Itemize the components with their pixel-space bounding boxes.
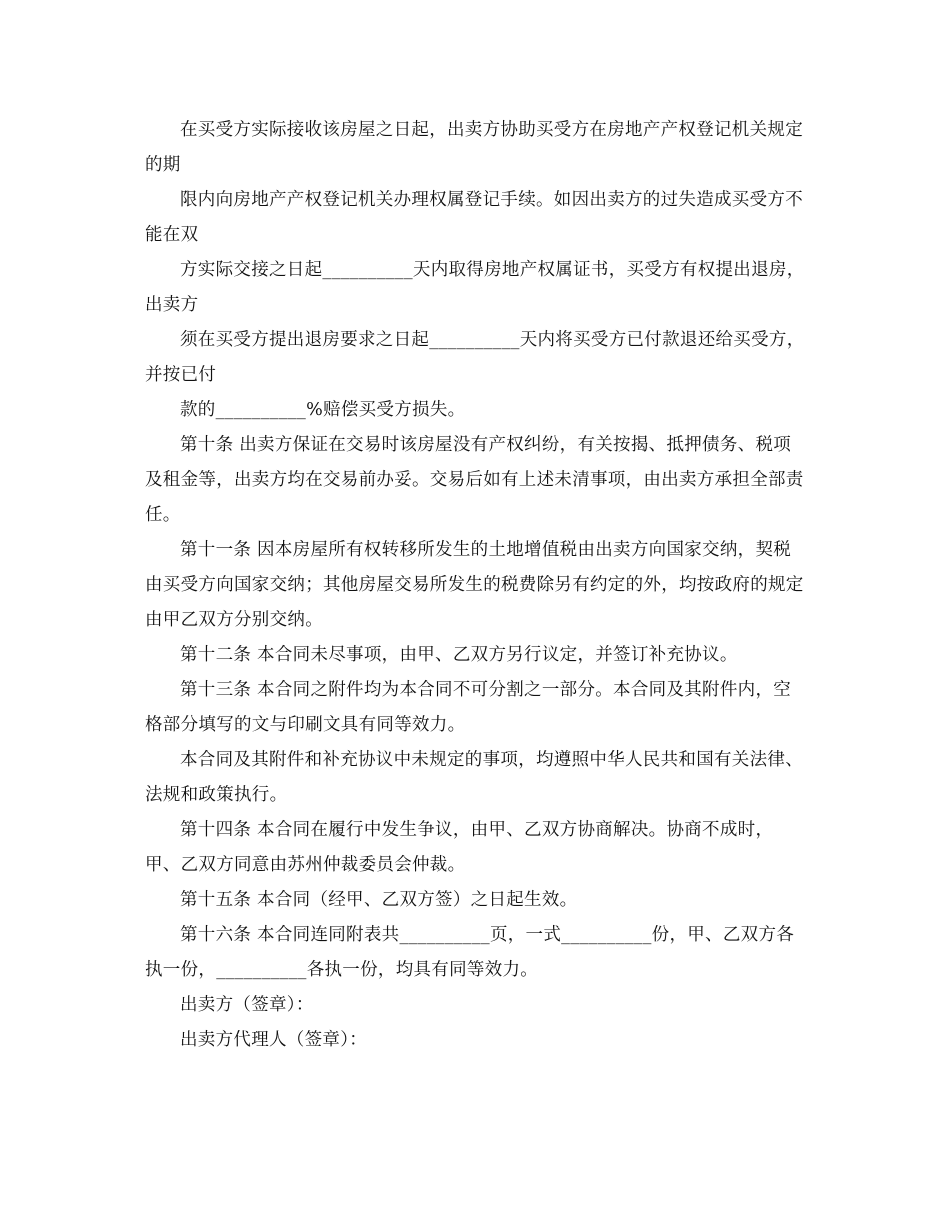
- article-15: 第十五条 本合同（经甲、乙双方签）之日起生效。: [180, 890, 578, 910]
- paragraph-registration-period: 在买受方实际接收该房屋之日起，出卖方协助买受方在房地产产权登记机关规定的期: [145, 120, 803, 175]
- article-14: 第十四条 本合同在履行中发生争议，由甲、乙双方协商解决。协商不成时，甲、乙双方同意由苏州仲裁委员会仲裁。: [145, 820, 774, 875]
- article-10: 第十条 出卖方保证在交易时该房屋没有产权纠纷，有关按揭、抵押债务、税项及租金等，出卖方均在交易前办妥。交易后如有上述未清事项，由出卖方承担全部责任。: [145, 435, 804, 525]
- article-11: 第十一条 因本房屋所有权转移所发生的土地增值税由出卖方向国家交纳，契税由买受方向国家交纳；其他房屋交易所发生的税费除另有约定的外，均按政府的规定由甲乙双方分别交纳。: [145, 540, 804, 630]
- paragraph-refund-deadline: 须在买受方提出退房要求之日起__________天内将买受方已付款退还给买受方，并按已付: [145, 330, 805, 385]
- seller-agent-signature-line: 出卖方代理人（签章）：: [180, 1030, 368, 1050]
- seller-signature-line: 出卖方（签章）：: [180, 995, 314, 1015]
- article-13: 第十三条 本合同之附件均为本合同不可分割之一部分。本合同及其附件内，空格部分填写的文与印刷文具有同等效力。: [145, 680, 792, 735]
- paragraph-certificate-deadline: 方实际交接之日起__________天内取得房地产权属证书，买受方有权提出退房，出卖方: [145, 260, 805, 315]
- article-16: 第十六条 本合同连同附表共__________页，一式__________份，甲、乙双方各执一份，__________各执一份，均具有同等效力。: [145, 925, 795, 980]
- paragraph-registration-procedure: 限内向房地产产权登记机关办理权属登记手续。如因出卖方的过失造成买受方不能在双: [145, 190, 803, 245]
- article-12: 第十二条 本合同未尽事项，由甲、乙双方另行议定，并签订补充协议。: [180, 645, 738, 665]
- document-body: [145, 113, 805, 1058]
- paragraph-compensation-rate: 款的__________%赔偿买受方损失。: [180, 400, 466, 420]
- paragraph-applicable-law: 本合同及其附件和补充协议中未规定的事项，均遵照中华人民共和国有关法律、法规和政策执行。: [145, 750, 803, 805]
